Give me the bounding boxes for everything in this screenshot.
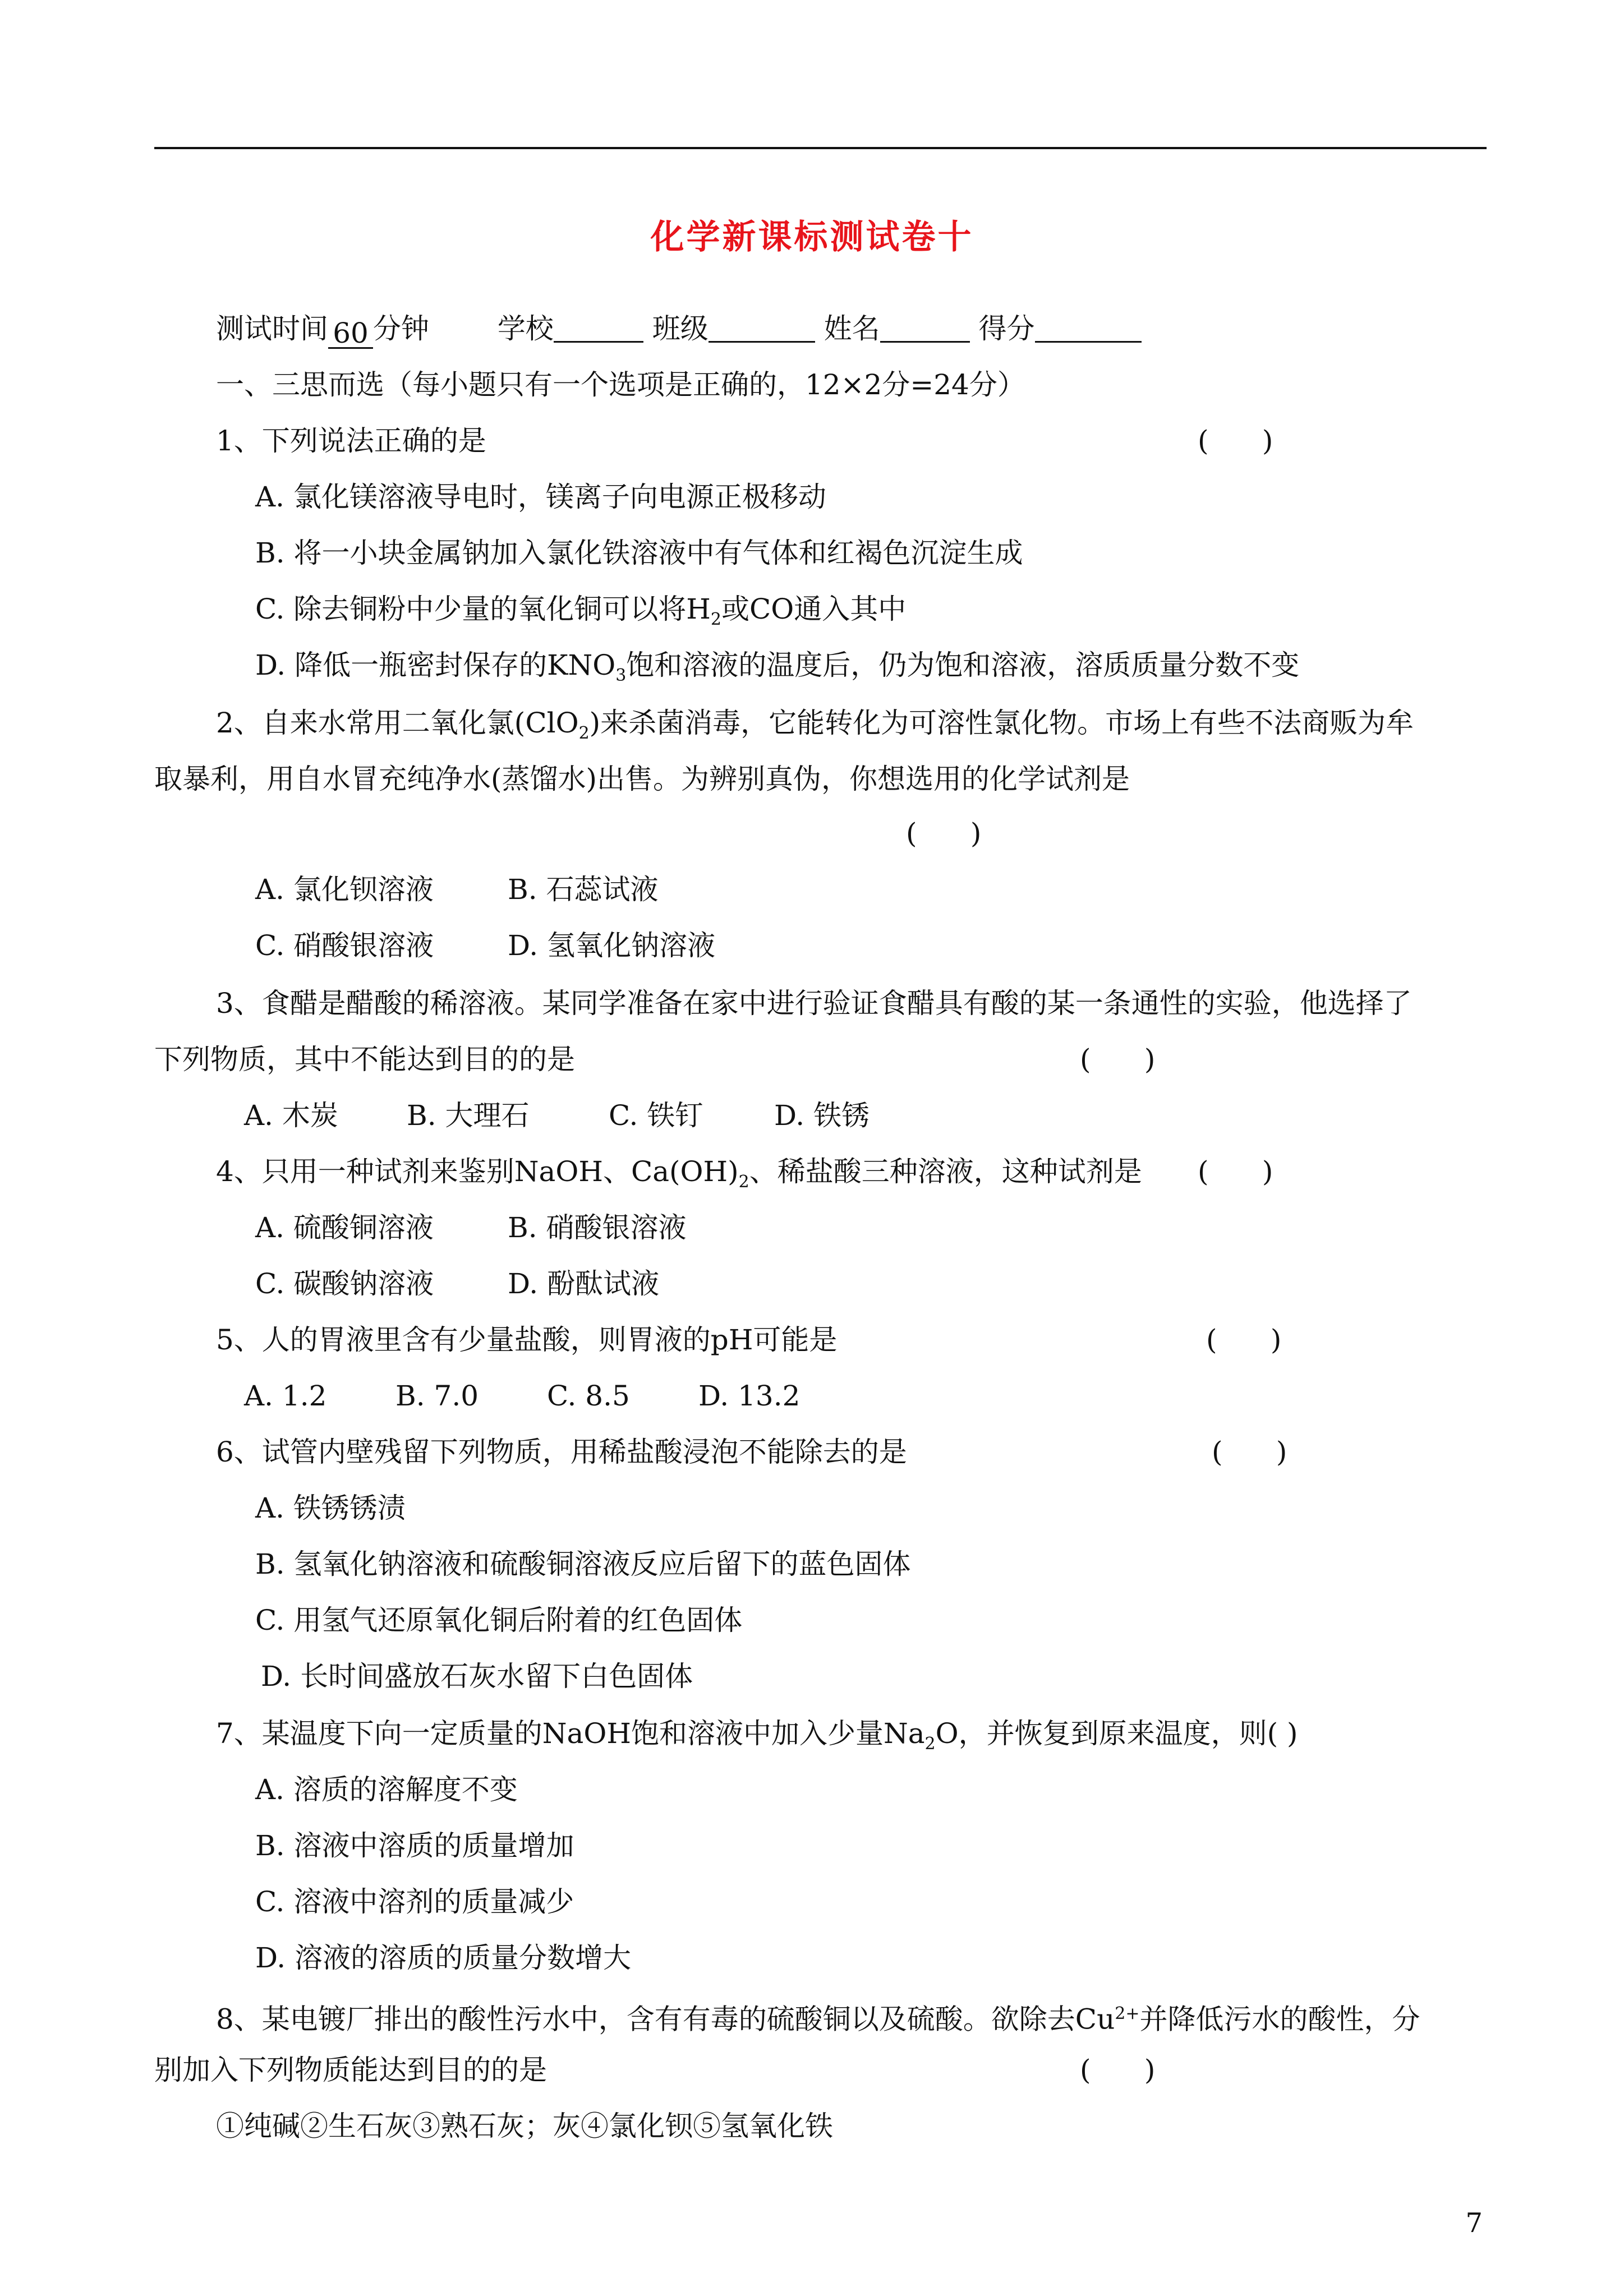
q2-answer-paren[interactable]: ( ) [906,817,982,850]
q1-option-a: A. 氯化镁溶液导电时，镁离子向电源正极移动 [255,481,826,513]
q7-stem: 7、某温度下向一定质量的NaOH饱和溶液中加入少量$Na_2O$，并恢复到原来温度，则( ) [216,1717,1298,1754]
q6-option-a: A. 铁锈锈渍 [255,1492,406,1524]
q2-option-a: A. 氯化钡溶液 [255,873,434,906]
q5-option-c: C. 8.5 [547,1380,630,1412]
q5-option-d: D. 13.2 [698,1380,801,1412]
q4-option-b: B. 硝酸银溶液 [508,1211,687,1244]
time-label: 测试时间 [216,312,328,345]
q4-answer-paren[interactable]: ( ) [1198,1155,1273,1188]
q5-option-a: A. 1.2 [244,1380,327,1412]
q5-answer-paren[interactable]: ( ) [1206,1324,1282,1356]
q8-stem-line2: 别加入下列物质能达到目的的是 [154,2054,547,2086]
header-rule [154,147,1487,149]
q2-option-d: D. 氢氧化钠溶液 [508,929,716,962]
score-blank[interactable] [1035,313,1142,343]
class-label: 班级 [652,312,709,345]
section-heading: 一、三思而选（每小题只有一个选项是正确的，12×2分=24分） [216,368,1025,401]
page-number: 7 [1465,2207,1483,2239]
school-label: 学校 [497,312,554,345]
q6-option-b: B. 氢氧化钠溶液和硫酸铜溶液反应后留下的蓝色固体 [255,1548,911,1580]
q3-option-a: A. 木炭 [244,1099,338,1132]
q2-stem-line2: 取暴利，用自水冒充纯净水(蒸馏水)出售。为辨别真伪，你想选用的化学试剂是 [154,763,1130,795]
q3-option-b: B. 大理石 [407,1099,530,1132]
score-label: 得分 [978,312,1035,345]
q3-stem-line2: 下列物质，其中不能达到目的的是 [154,1043,575,1076]
q5-stem: 5、人的胃液里含有少量盐酸，则胃液的pH可能是 [216,1324,838,1356]
q4-stem: 4、只用一种试剂来鉴别NaOH、$Ca(OH)_2$、稀盐酸三种溶液，这种试剂是 [216,1155,1142,1192]
q1-option-b: B. 将一小块金属钠加入氯化铁溶液中有气体和红褐色沉淀生成 [255,537,1023,569]
q7-option-b: B. 溶液中溶质的质量增加 [255,1829,574,1862]
q5-option-b: B. 7.0 [395,1380,479,1412]
q4-option-a: A. 硫酸铜溶液 [255,1211,434,1244]
school-blank[interactable] [554,313,643,343]
q6-stem: 6、试管内壁残留下列物质，用稀盐酸浸泡不能除去的是 [216,1436,907,1468]
name-blank[interactable] [880,313,970,343]
page-title: 化学新课标测试卷十 [650,218,974,257]
time-value: 60 [328,319,373,349]
q6-option-d: D. 长时间盛放石灰水留下白色固体 [261,1660,693,1693]
class-blank[interactable] [709,313,815,343]
q1-stem: 1、下列说法正确的是 [216,425,486,457]
q8-stem-line1: 8、某电镀厂排出的酸性污水中，含有有毒的硫酸铜以及硫酸。欲除去$Cu^{2+}$并降低污水的酸性，分 [216,2003,1420,2036]
q1-option-d: D. 降低一瓶密封保存的$KNO_3$饱和溶液的温度后，仍为饱和溶液，溶质质量分数不变 [255,649,1300,685]
q6-option-c: C. 用氢气还原氧化铜后附着的红色固体 [255,1604,743,1636]
q7-option-c: C. 溶液中溶剂的质量减少 [255,1885,574,1918]
q2-option-c: C. 硝酸银溶液 [255,929,434,962]
q4-option-c: C. 碳酸钠溶液 [255,1267,434,1300]
name-label: 姓名 [823,312,880,345]
q7-option-d: D. 溶液的溶质的质量分数增大 [255,1942,632,1974]
q1-answer-paren[interactable]: ( ) [1198,425,1273,457]
q4-option-d: D. 酚酞试液 [508,1267,660,1300]
q8-options: ①纯碱②生石灰③熟石灰；灰④氯化钡⑤氢氧化铁 [216,2110,833,2142]
q3-answer-paren[interactable]: ( ) [1080,1043,1156,1076]
q7-option-a: A. 溶质的溶解度不变 [255,1773,518,1806]
q3-option-d: D. 铁锈 [774,1099,870,1132]
q3-option-c: C. 铁钉 [609,1099,703,1132]
q8-answer-paren[interactable]: ( ) [1080,2054,1156,2086]
q3-stem-line1: 3、食醋是醋酸的稀溶液。某同学准备在家中进行验证食醋具有酸的某一条通性的实验，他选择了 [216,987,1412,1020]
q1-option-c: C. 除去铜粉中少量的氧化铜可以将$H_2$或CO通入其中 [255,593,907,629]
q2-option-b: B. 石蕊试液 [508,873,659,906]
q2-stem-line1: 2、自来水常用二氧化氯(ClO$_2$)来杀菌消毒，它能转化为可溶性氯化物。市场上有些不法商贩为牟 [216,707,1414,743]
exam-info-line [216,311,1142,349]
q6-answer-paren[interactable]: ( ) [1212,1436,1287,1468]
time-unit: 分钟 [373,312,429,345]
